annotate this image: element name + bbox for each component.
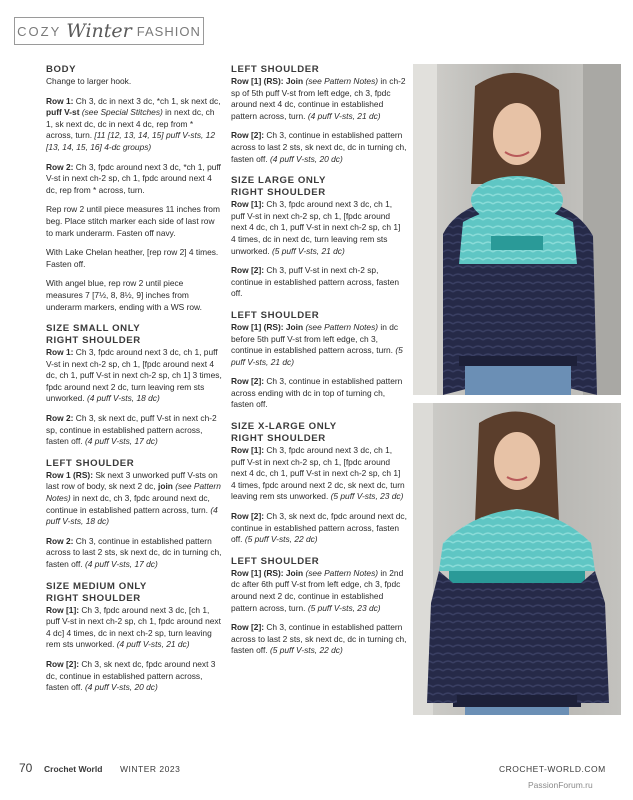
- section-label: [14, 17, 204, 45]
- small-right-row-2: Row 2: Ch 3, sk next dc, puff V-st in next ch-2 sp, continue in established pattern across, fasten off. (4 puff V-sts, 17 dc): [46, 413, 217, 447]
- page-number: 70: [19, 761, 33, 775]
- xlarge-left-shoulder-heading: LEFT SHOULDER: [231, 555, 320, 567]
- body-row-2: Row 2: Ch 3, fpdc around next 3 dc, *ch 1, puff V-st in next ch-2 sp, ch 1, fpdc around next 4 dc, rep from * across, turn.: [46, 161, 221, 195]
- large-right-shoulder-heading: RIGHT SHOULDER: [231, 187, 326, 199]
- small-left-row-1: Row 1 (RS): Sk next 3 unworked puff V-sts on last row of body, sk next 2 dc, join (see Pattern Notes) in next dc, ch 3, fpdc around next dc, continue in established pattern across, turn. (4 puff V-sts, 18 dc): [46, 469, 221, 527]
- xlarge-right-shoulder-heading: RIGHT SHOULDER: [231, 433, 326, 445]
- model-photo-cowl: [413, 64, 621, 395]
- medium-left-row-1: Row [1] (RS): Join (see Pattern Notes) in ch-2 sp of 5th puff V-st from left edge, ch 3, fpdc around next 4 dc, continue in established pattern across, turn. (4 puff V-sts, 21 dc): [231, 76, 406, 121]
- medium-right-row-1: Row [1]: Ch 3, fpdc around next 3 dc, [ch 1, puff V-st in next ch-2 sp, ch 1, fpdc around next 4 dc] 4 times, dc in next ch-2 sp, turn leaving rem sts unworked. (4 puff V-sts, 21 dc): [46, 604, 221, 650]
- body-row-1: Row 1: Ch 3, dc in next 3 dc, *ch 1, sk next dc, puff V-st (see Special Stitches) in next dc, ch 1, sk next dc, dc in next 4 dc, rep from * across, turn. [11 [12, 13, 14, 15] puff V-sts, 12 [13, 14, 15, 16] 4-dc groups): [46, 95, 221, 152]
- body-intro: Change to larger hook.: [46, 76, 132, 86]
- medium-right-shoulder-heading: RIGHT SHOULDER: [46, 592, 141, 604]
- size-large-heading: SIZE LARGE ONLY: [231, 175, 327, 187]
- small-right-shoulder-heading: RIGHT SHOULDER: [46, 335, 141, 347]
- website-url: CROCHET-WORLD.COM: [499, 764, 606, 774]
- magazine-name: Crochet World: [44, 764, 103, 774]
- large-left-shoulder-heading: LEFT SHOULDER: [231, 309, 320, 321]
- size-small-heading: SIZE SMALL ONLY: [46, 323, 141, 335]
- watermark: PassionForum.ru: [528, 780, 593, 790]
- xlarge-right-row-2: Row [2]: Ch 3, sk next dc, fpdc around next dc, continue in established pattern across, fasten off. (5 puff V-sts, 22 dc): [231, 511, 407, 545]
- text-column-middle: [231, 64, 407, 665]
- medium-right-row-2: Row [2]: Ch 3, sk next dc, fpdc around next 3 dc, continue in established pattern across, fasten off. (4 puff V-sts, 20 dc): [46, 658, 216, 693]
- small-left-row-2: Row 2: Ch 3, continue in established pattern across to last 2 sts, sk next dc, dc in turning ch, fasten off. (4 puff V-sts, 17 dc): [46, 535, 222, 569]
- body-heading: BODY: [46, 64, 77, 75]
- small-left-shoulder-heading: LEFT SHOULDER: [46, 457, 135, 469]
- model-photo-sweater-illustration: [413, 403, 621, 715]
- small-right-row-1: Row 1: Ch 3, fpdc around next 3 dc, ch 1, puff V-st in next ch-2 sp, ch 1, [fpdc around next 4 dc, ch 1, puff V-st in next ch-2 sp, ch 1] 3 times, fpdc around next 2 dc, turn leaving rem sts unworked. (4 puff V-sts, 18 dc): [46, 347, 222, 404]
- body-lake-chelan: With Lake Chelan heather, [rep row 2] 4 times. Fasten off.: [46, 247, 219, 269]
- large-right-row-1: Row [1]: Ch 3, fpdc around next 3 dc, ch 1, puff V-st in next ch-2 sp, ch 1, [fpdc around next 4 dc, ch 1, puff V-st in next ch-2 sp, ch 1] 4 times, dc in next dc, turn leaving rem sts unworked. (5 puff V-sts, 21 dc): [231, 199, 401, 256]
- body-repeat: Rep row 2 until piece measures 11 inches from beg. Place stitch marker each side of last row to mark underarm. Fasten off navy.: [46, 204, 220, 238]
- text-column-left: [46, 64, 222, 702]
- issue-label: WINTER 2023: [120, 764, 181, 774]
- body-angel-blue: With angel blue, rep row 2 until piece measures 7 [7½, 8, 8½, 9] inches from underarm markers, ending with a WS row.: [46, 278, 202, 312]
- size-xlarge-heading: SIZE X-LARGE ONLY: [231, 421, 337, 433]
- medium-left-shoulder-heading: LEFT SHOULDER: [231, 64, 320, 75]
- size-medium-heading: SIZE MEDIUM ONLY: [46, 580, 147, 592]
- model-photo-sweater: [413, 403, 621, 715]
- section-label-winter: Winter: [66, 20, 132, 42]
- xlarge-left-row-1: Row [1] (RS): Join (see Pattern Notes) in 2nd dc after 6th puff V-st from left edge, ch 3, fpdc around next 2 dc, continue in established pattern across, turn. (5 puff V-sts, 23 dc): [231, 567, 404, 613]
- xlarge-right-row-1: Row [1]: Ch 3, fpdc around next 3 dc, ch 1, puff V-st in next ch-2 sp, ch 1, [fpdc around next 4 dc, ch 1, puff V-st in next ch-2 sp, ch 1] 4 times, fpdc around next 2 dc, sk next dc, turn leaving rem sts unworked. (5 puff V-sts, 23 dc): [231, 445, 405, 502]
- section-label-fashion: FASHION: [136, 23, 201, 39]
- large-left-row-1: Row [1] (RS): Join (see Pattern Notes) in dc before 5th puff V-st from left edge, ch 3, continue in established pattern across, turn. (5 puff V-sts, 21 dc): [231, 321, 403, 367]
- large-left-row-2: Row [2]: Ch 3, continue in established pattern across ending with dc in top of turning ch, fasten off.: [231, 376, 403, 410]
- model-photo-cowl-illustration: [413, 64, 621, 395]
- xlarge-left-row-2: Row [2]: Ch 3, continue in established pattern across to last 2 sts, sk next dc, dc in turning ch, fasten off. (5 puff V-sts, 22 dc): [231, 622, 407, 656]
- large-right-row-2: Row [2]: Ch 3, puff V-st in next ch-2 sp, continue in established pattern across, fasten off.: [231, 265, 400, 299]
- medium-left-row-2: Row [2]: Ch 3, continue in established pattern across to last 2 sts, sk next dc, dc in turning ch, fasten off. (4 puff V-sts, 20 dc): [231, 130, 407, 164]
- section-label-cozy: COZY: [17, 23, 62, 39]
